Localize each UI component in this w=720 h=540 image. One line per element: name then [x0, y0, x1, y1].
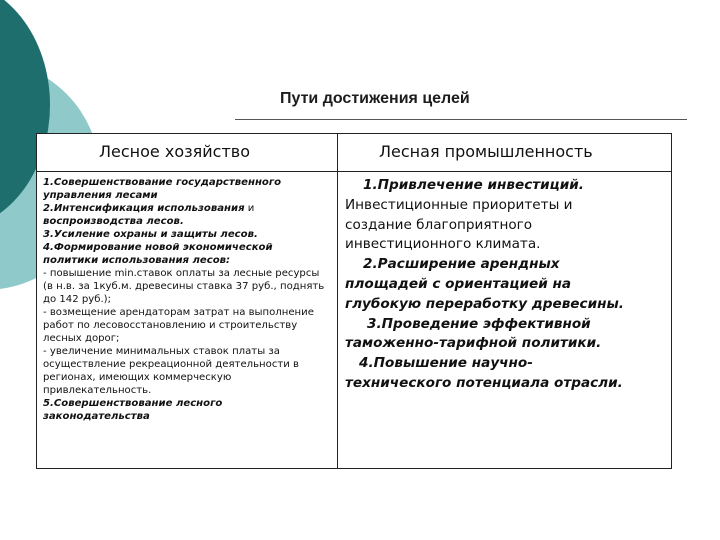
list-item: инвестиционного климата. — [345, 236, 541, 253]
list-item-bold: 2.Интенсификация использования — [43, 203, 245, 214]
list-item: 1.Привлечение инвестиций. — [363, 177, 584, 193]
goals-table — [36, 133, 672, 469]
slide-title: Пути достижения целей — [280, 90, 470, 107]
list-item — [43, 202, 331, 228]
list-item: - повышение min.ставок оплаты за лесные ресурсы (в н.в. за 1куб.м. древесины ставка 37 руб., поднять до 142 руб.); — [43, 268, 325, 305]
list-item: 4.Формирование новой экономической политики использования лесов: — [43, 242, 273, 266]
list-item-bold: воспроизводства лесов. — [43, 216, 184, 227]
column-divider — [337, 134, 338, 468]
list-item: таможенно-тарифной политики. — [345, 335, 602, 352]
industry-list — [345, 176, 671, 394]
list-item: - увеличение минимальных ставок платы за осуществление рекреационной деятельности в регионах, имеющих коммерческую привлекательность. — [43, 346, 299, 396]
list-item: глубокую переработку древесины. — [345, 295, 624, 312]
list-item: Инвестиционные приоритеты и — [345, 196, 573, 213]
list-item: технического потенциала отрасли. — [345, 374, 623, 391]
list-item: 3.Усиление охраны и защиты лесов. — [43, 229, 258, 240]
list-item: - возмещение арендаторам затрат на выполнение работ по лесовосстановлению и строительству лесных дорог; — [43, 307, 314, 344]
header-divider — [37, 171, 671, 172]
list-item: 4.Повышение научно- — [359, 355, 533, 372]
list-item: 5.Совершенствование лесного законодательства — [43, 398, 223, 422]
list-item-text: и — [244, 203, 255, 214]
column-header-forestry: Лесное хозяйство — [99, 142, 250, 161]
forestry-list — [43, 176, 331, 423]
column-header-industry: Лесная промышленность — [379, 142, 593, 161]
list-item: площадей с ориентацией на — [345, 275, 572, 292]
list-item: 2.Расширение арендных — [363, 256, 560, 273]
list-item: 3.Проведение эффективной — [367, 315, 591, 332]
list-item: создание благоприятного — [345, 216, 533, 233]
title-divider — [235, 119, 687, 120]
list-item: 1.Совершенствование государственного управления лесами — [43, 177, 282, 201]
